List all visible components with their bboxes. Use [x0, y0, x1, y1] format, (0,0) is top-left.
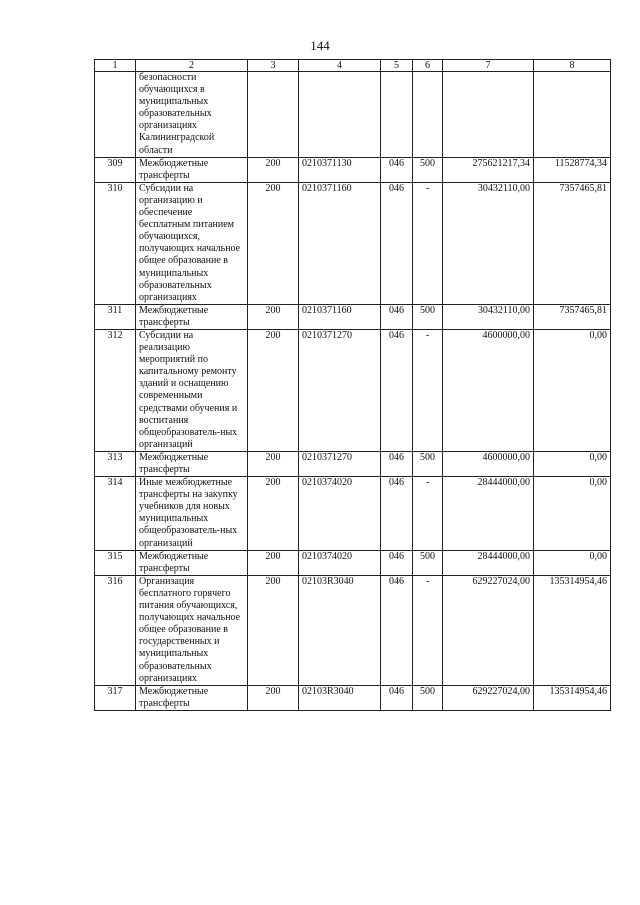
- column-header: 4: [299, 60, 381, 72]
- column-3-value: 200: [248, 451, 299, 476]
- column-8-value: 135314954,46: [534, 575, 611, 685]
- item-name: Иные межбюджетные трансферты на закупку учебников для новых муниципальных общеобразователь-ных организаций: [136, 477, 248, 551]
- column-6-value: -: [413, 477, 443, 551]
- column-3-value: 200: [248, 550, 299, 575]
- item-name: Межбюджетные трансферты: [136, 685, 248, 710]
- column-5-value: 046: [381, 477, 413, 551]
- column-6-value: 500: [413, 550, 443, 575]
- header-row: [95, 60, 611, 72]
- column-5-value: 046: [381, 329, 413, 451]
- column-8-value: 11528774,34: [534, 157, 611, 182]
- item-name: Субсидии на организацию и обеспечение бесплатным питанием обучающихся, получающих начальное общее образование в муниципальных образовательных организациях: [136, 182, 248, 304]
- row-number: 310: [95, 182, 136, 304]
- column-8-value: 0,00: [534, 550, 611, 575]
- column-3-value: 200: [248, 477, 299, 551]
- table-row: [95, 550, 611, 575]
- column-5-value: 046: [381, 304, 413, 329]
- table-row: [95, 451, 611, 476]
- column-header: 7: [443, 60, 534, 72]
- row-number: 316: [95, 575, 136, 685]
- table-row: [95, 329, 611, 451]
- item-name: Межбюджетные трансферты: [136, 157, 248, 182]
- table-row: [95, 477, 611, 551]
- column-4-value: 02103R3040: [299, 575, 381, 685]
- row-number: 312: [95, 329, 136, 451]
- column-8-value: 0,00: [534, 329, 611, 451]
- column-6-value: -: [413, 182, 443, 304]
- column-4-value: 0210371160: [299, 182, 381, 304]
- column-5-value: 046: [381, 157, 413, 182]
- row-number: 309: [95, 157, 136, 182]
- item-name: Межбюджетные трансферты: [136, 304, 248, 329]
- column-header: 6: [413, 60, 443, 72]
- row-number: 315: [95, 550, 136, 575]
- column-6-value: -: [413, 575, 443, 685]
- column-header: 1: [95, 60, 136, 72]
- column-5-value: [381, 72, 413, 158]
- column-4-value: 0210371130: [299, 157, 381, 182]
- table-row: [95, 72, 611, 158]
- budget-table: [94, 59, 611, 711]
- column-7-value: 4600000,00: [443, 329, 534, 451]
- column-6-value: 500: [413, 685, 443, 710]
- column-3-value: 200: [248, 329, 299, 451]
- column-3-value: 200: [248, 157, 299, 182]
- column-4-value: [299, 72, 381, 158]
- column-header: 5: [381, 60, 413, 72]
- column-7-value: [443, 72, 534, 158]
- column-5-value: 046: [381, 550, 413, 575]
- column-8-value: 0,00: [534, 477, 611, 551]
- column-6-value: 500: [413, 451, 443, 476]
- row-number: 314: [95, 477, 136, 551]
- column-7-value: 30432110,00: [443, 304, 534, 329]
- table-row: [95, 575, 611, 685]
- column-4-value: 02103R3040: [299, 685, 381, 710]
- column-4-value: 0210371270: [299, 329, 381, 451]
- table-row: [95, 157, 611, 182]
- table-row: [95, 182, 611, 304]
- item-name: безопасности обучающихся в муниципальных образовательных организациях Калининградской области: [136, 72, 248, 158]
- column-3-value: 200: [248, 182, 299, 304]
- column-6-value: 500: [413, 304, 443, 329]
- column-3-value: [248, 72, 299, 158]
- column-5-value: 046: [381, 451, 413, 476]
- column-8-value: 7357465,81: [534, 304, 611, 329]
- table-body: [95, 72, 611, 711]
- row-number: 313: [95, 451, 136, 476]
- column-7-value: 28444000,00: [443, 477, 534, 551]
- column-8-value: 7357465,81: [534, 182, 611, 304]
- row-number: [95, 72, 136, 158]
- item-name: Межбюджетные трансферты: [136, 550, 248, 575]
- column-7-value: 629227024,00: [443, 575, 534, 685]
- column-8-value: 135314954,46: [534, 685, 611, 710]
- column-6-value: 500: [413, 157, 443, 182]
- column-7-value: 629227024,00: [443, 685, 534, 710]
- column-3-value: 200: [248, 575, 299, 685]
- table-row: [95, 685, 611, 710]
- column-6-value: [413, 72, 443, 158]
- column-6-value: -: [413, 329, 443, 451]
- column-7-value: 30432110,00: [443, 182, 534, 304]
- column-8-value: [534, 72, 611, 158]
- column-3-value: 200: [248, 685, 299, 710]
- item-name: Субсидии на реализацию мероприятий по капитальному ремонту зданий и оснащению современными средствами обучения и воспитания общеобразователь-ных организаций: [136, 329, 248, 451]
- column-7-value: 275621217,34: [443, 157, 534, 182]
- column-5-value: 046: [381, 182, 413, 304]
- row-number: 317: [95, 685, 136, 710]
- column-8-value: 0,00: [534, 451, 611, 476]
- column-7-value: 4600000,00: [443, 451, 534, 476]
- column-header: 2: [136, 60, 248, 72]
- column-4-value: 0210374020: [299, 550, 381, 575]
- page-number: 144: [310, 38, 330, 53]
- item-name: Межбюджетные трансферты: [136, 451, 248, 476]
- column-header: 3: [248, 60, 299, 72]
- table-row: [95, 304, 611, 329]
- column-4-value: 0210374020: [299, 477, 381, 551]
- column-5-value: 046: [381, 685, 413, 710]
- column-header: 8: [534, 60, 611, 72]
- column-4-value: 0210371160: [299, 304, 381, 329]
- column-4-value: 0210371270: [299, 451, 381, 476]
- column-3-value: 200: [248, 304, 299, 329]
- column-5-value: 046: [381, 575, 413, 685]
- column-7-value: 28444000,00: [443, 550, 534, 575]
- item-name: Организация бесплатного горячего питания обучающихся, получающих начальное общее образование в государственных и муниципальных образовательных организациях: [136, 575, 248, 685]
- row-number: 311: [95, 304, 136, 329]
